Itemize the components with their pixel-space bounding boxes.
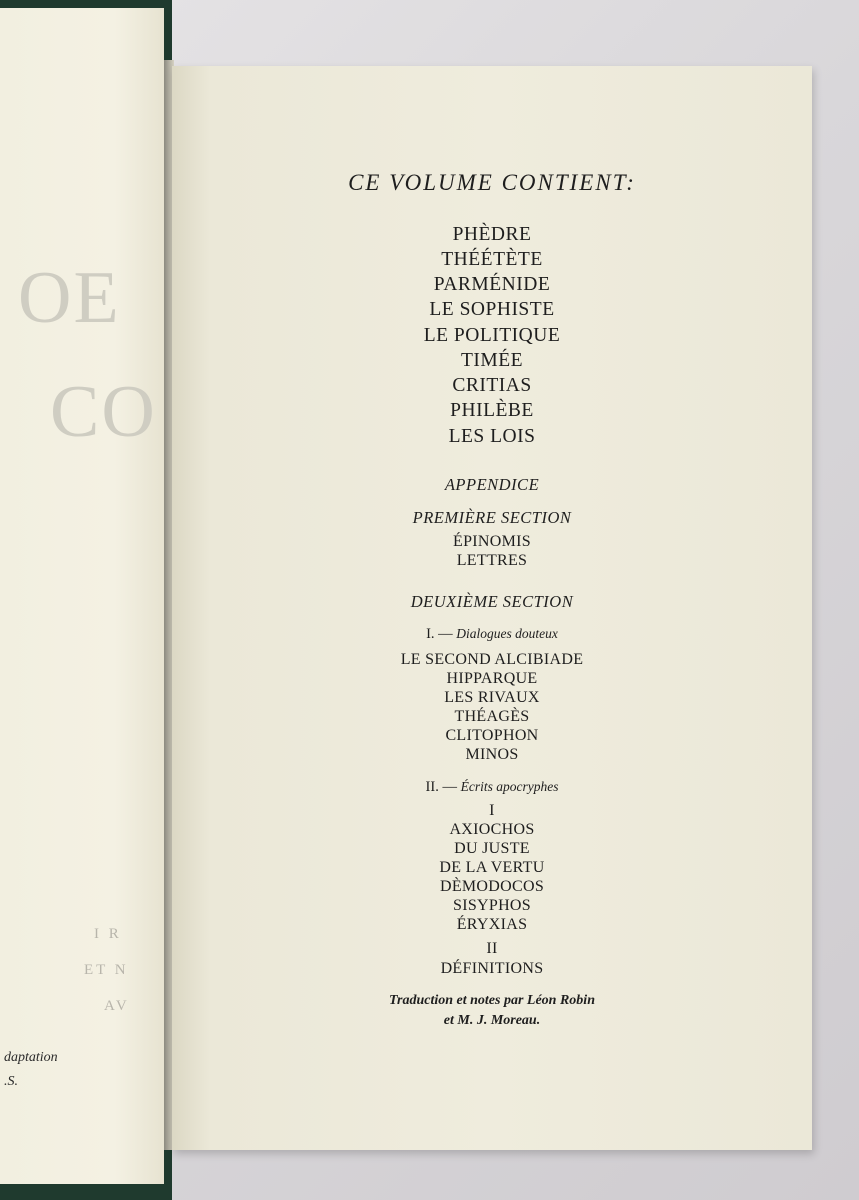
part-one-label xyxy=(172,626,812,643)
left-page-large-letters-2: CO xyxy=(50,371,157,453)
work-title: LES LOIS xyxy=(448,426,536,447)
page-heading: CE VOLUME CONTIENT: xyxy=(348,170,636,195)
right-page xyxy=(172,66,812,1150)
list-item: LES RIVAUX xyxy=(444,689,540,706)
list-item: ÉPINOMIS xyxy=(453,533,531,550)
part-one-title: Dialogues douteux xyxy=(456,626,558,641)
list-item: LETTRES xyxy=(456,552,528,569)
work-title: PHILÈBE xyxy=(450,400,534,421)
list-item: HIPPARQUE xyxy=(446,670,538,687)
list-item: DÉFINITIONS xyxy=(440,960,544,977)
list-item: DU JUSTE xyxy=(454,840,530,857)
list-item: DÈMODOCOS xyxy=(439,878,545,895)
part-two-label xyxy=(172,779,812,796)
list-item: SISYPHOS xyxy=(453,897,531,914)
list-item: MINOS xyxy=(465,746,519,763)
work-title: CRITIAS xyxy=(452,375,532,396)
left-page-note-2: .S. xyxy=(4,1074,18,1089)
part-two-title: Écrits apocryphes xyxy=(460,779,559,794)
part-one-number: I. — xyxy=(426,626,453,642)
work-title: LE POLITIQUE xyxy=(423,325,561,346)
part-two-number: II. — xyxy=(425,779,457,795)
list-item: AXIOCHOS xyxy=(449,821,535,838)
left-page-large-letters-1: OE xyxy=(18,257,121,339)
left-page-small-text-3: AV xyxy=(104,998,130,1014)
roman-numeral: II xyxy=(486,940,498,957)
first-section-heading: PREMIÈRE SECTION xyxy=(412,508,572,527)
appendix-heading: APPENDICE xyxy=(444,475,540,494)
work-title: PARMÉNIDE xyxy=(433,274,551,295)
left-page xyxy=(0,8,164,1184)
credit-line-1: Traduction et notes par Léon Robin xyxy=(388,993,595,1008)
work-title: THÉÉTÈTE xyxy=(441,249,543,270)
list-item: DE LA VERTU xyxy=(439,859,545,876)
list-item: CLITOPHON xyxy=(445,727,539,744)
credit-line-2: et M. J. Moreau. xyxy=(443,1013,541,1028)
left-page-small-text-2: ET N xyxy=(84,962,129,978)
left-page-note-1: daptation xyxy=(4,1050,58,1065)
list-item: LE SECOND ALCIBIADE xyxy=(400,651,584,668)
work-title: PHÈDRE xyxy=(452,224,532,245)
list-item: ÉRYXIAS xyxy=(456,916,528,933)
second-section-heading: DEUXIÈME SECTION xyxy=(410,592,574,611)
list-item: THÉAGÈS xyxy=(454,708,530,725)
work-title: LE SOPHISTE xyxy=(429,299,555,320)
left-page-small-text-1: I R xyxy=(94,926,122,942)
work-title: TIMÉE xyxy=(460,350,524,371)
roman-numeral: I xyxy=(489,802,495,819)
